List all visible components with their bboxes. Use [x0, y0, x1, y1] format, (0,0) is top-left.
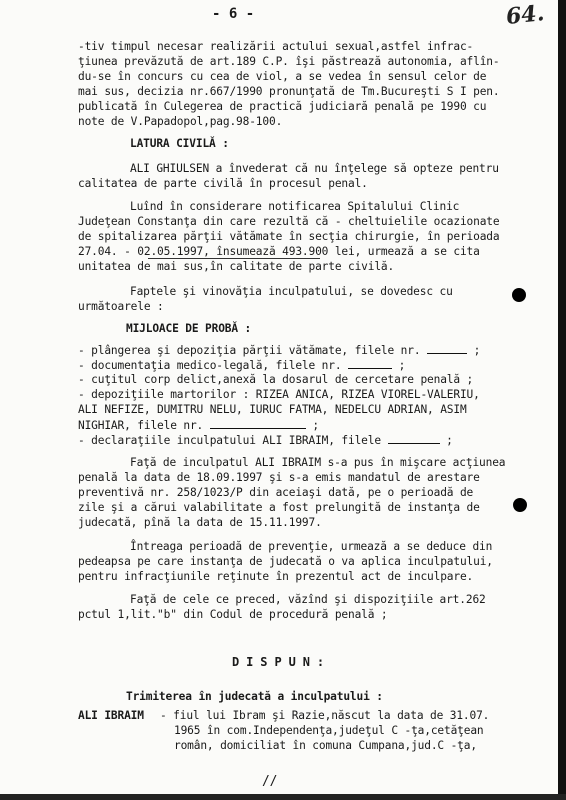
text-line: zile şi a cărui valabilitate a fost prelungită de instanţa de — [78, 501, 480, 514]
scan-edge-right — [558, 0, 566, 800]
blank-field — [388, 433, 440, 444]
text-line: pctul 1,lit."b" din Codul de procedură penală ; — [78, 608, 388, 621]
text-line: ţiunea prevăzută de art.189 C.P. îşi păstrează autonomia, aflîn- — [78, 55, 500, 68]
text-line: - fiul lui Ibram şi Razie,născut la data de 31.07. — [160, 709, 490, 722]
evidence-item: - cuţitul corp delict,anexă la dosarul de cercetare penală ; — [78, 373, 474, 386]
handwritten-underline — [148, 258, 320, 259]
dispositive-heading: D I S P U N : — [232, 655, 324, 669]
text-line: Faţă de inculpatul ALI IBRAIM s-a pus în mişcare acţiunea — [130, 456, 506, 469]
text-line: ALI NEFIZE, DUMITRU NELU, IURUC FATMA, NEDELCU ADRIAN, ASIM — [78, 403, 467, 416]
scan-edge-bottom — [0, 794, 566, 800]
text-line: pentru infracţiunile reţinute în prezentul act de inculpare. — [78, 570, 474, 583]
text-line: preventivă nr. 258/1023/P din aceiaşi dată, pe o perioadă de — [78, 486, 474, 499]
continuation-mark: // — [262, 774, 278, 789]
text-line: NIGHIAR, filele nr. ; — [78, 419, 319, 432]
text-line: mai sus, decizia nr.667/1990 pronunţată de Tm.Bucureşti S I pen. — [78, 85, 500, 98]
text-line: publicată în Culegerea de practică judiciară penală pe 1990 cu — [78, 100, 487, 113]
section-heading-civil: LATURA CIVILĂ : — [130, 137, 229, 150]
text-line: penală la data de 18.09.1997 şi s-a emis mandatul de arestare — [78, 471, 480, 484]
text-line: Luînd în considerare notificarea Spitalului Clinic — [130, 200, 460, 213]
section-heading-evidence: MIJLOACE DE PROBĂ : — [126, 322, 252, 335]
text-line: român, domiciliat în comuna Cumpana,jud.C -ţa, — [174, 739, 477, 752]
handwritten-folio-mark: 64. — [504, 0, 546, 30]
text-line: de spitalizarea părţii vătămate în secţia chirurgie, în perioada — [78, 230, 500, 243]
text-line: calitatea de parte civilă în procesul penal. — [78, 177, 368, 190]
text-line: note de V.Papadopol,pag.98-100. — [78, 115, 283, 128]
defendant-name: ALI IBRAIM — [78, 709, 144, 722]
text-line: -tiv timpul necesar realizării actului sexual,astfel infrac- — [78, 40, 474, 53]
text-line: pedeapsa pe care instanţa de judecată o va aplica inculpatului, — [78, 555, 493, 568]
text-line: 27.04. - 02.05.1997, însumează 493.900 lei, urmează a se cita — [78, 245, 480, 258]
text-line: judecată, pînă la data de 15.11.1997. — [78, 516, 322, 529]
page-number: - 6 - — [212, 6, 255, 22]
punch-hole — [512, 288, 526, 302]
blank-field — [348, 358, 392, 369]
text-line: unitatea de mai sus,în calitate de parte civilă. — [78, 260, 395, 273]
text-line: du-se în concurs cu cea de viol, a se vedea în sensul celor de — [78, 70, 487, 83]
text-line: Judeţean Constanţa din care rezultă că - cheltuielile ocazionate — [78, 215, 500, 228]
text-line: ALI GHIULSEN a învederat că nu înţelege să opteze pentru — [130, 162, 499, 175]
text-line: Faţă de cele ce preced, văzînd şi dispoziţiile art.262 — [130, 593, 486, 606]
evidence-item: - depoziţiile martorilor : RIZEA ANICA, RIZEA VIOREL-VALERIU, — [78, 388, 480, 401]
text-line: 1965 în com.Independenţa,judeţul C -ţa,cetăţean — [174, 724, 484, 737]
punch-hole — [513, 498, 527, 512]
evidence-item: - declaraţiile inculpatului ALI IBRAIM, filele ; — [78, 434, 453, 447]
text-line: Întreaga perioadă de prevenţie, urmează a se deduce din — [130, 540, 493, 553]
text-line: Trimiterea în judecată a inculpatului : — [126, 690, 383, 703]
text-line: următoarele : — [78, 300, 164, 313]
evidence-item: - documentaţia medico-legală, filele nr. ; — [78, 359, 406, 372]
blank-field — [210, 418, 306, 429]
evidence-item: - plângerea şi depoziţia părţii vătămate, filele nr. ; — [78, 344, 481, 357]
blank-field — [427, 343, 467, 354]
text-line: Faptele şi vinovăţia inculpatului, se dovedesc cu — [130, 285, 453, 298]
